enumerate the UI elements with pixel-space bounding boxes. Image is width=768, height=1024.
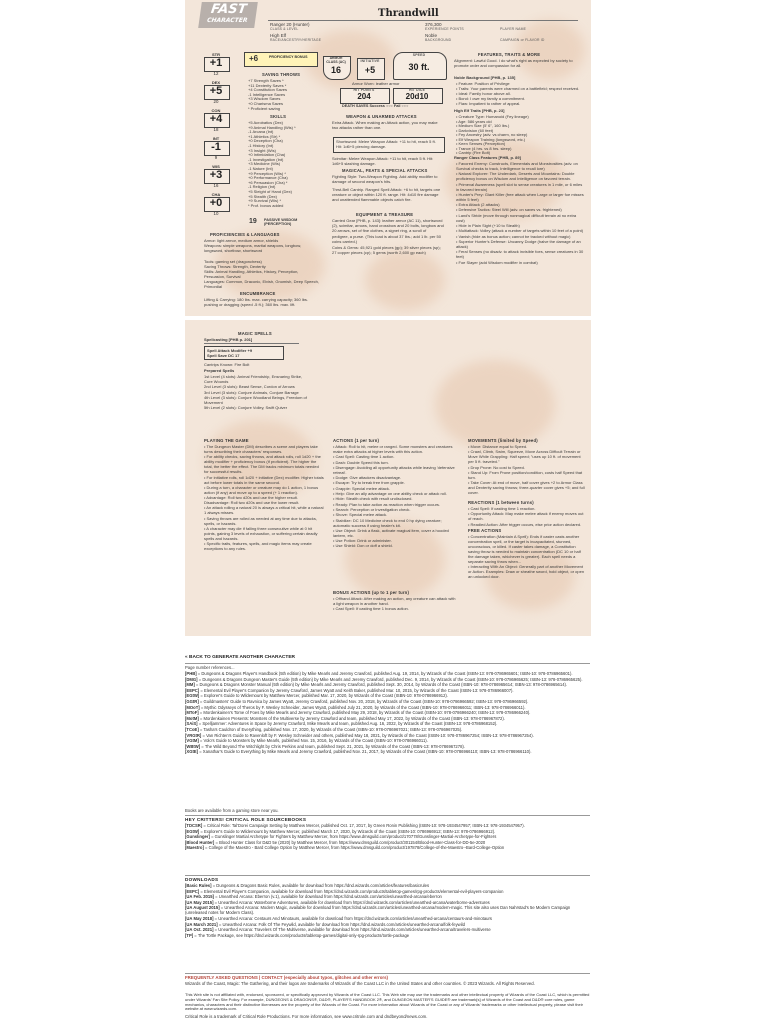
saving-throw-item: * Proficient saving xyxy=(248,105,281,111)
reference-item-text: = Van Richten's Guide to Ravenloft by F. Wesley Schneider and others, published May 18, 2021, by Wizards of the Coast (ISBN-10: 978-0786967254; ISBN-13: 978-0786967254). xyxy=(201,732,534,738)
reference-item xyxy=(185,738,590,743)
download-item-key: [UA August 2015] xyxy=(185,905,220,911)
character-name: Thrandwill xyxy=(378,8,439,19)
bonus-action-item-wrap xyxy=(333,596,457,612)
skill-item: * Prof. bonus added xyxy=(248,202,284,208)
saving-throw-item: +0 Charisma Saves xyxy=(248,101,284,106)
speed-label: SPEED xyxy=(412,53,426,57)
class-level: Ranger 20 (Hunter) xyxy=(270,22,310,27)
ability-abbr: WIS xyxy=(212,164,220,169)
weapons-title: WEAPON & UNARMED ATTACKS xyxy=(346,114,417,119)
ability-score: 9 xyxy=(214,155,218,160)
bonus-action-item: • Cast Spell: If casting time 1 bonus action. xyxy=(333,606,409,612)
download-item xyxy=(185,883,590,888)
critical-item-key: [Maestro] xyxy=(185,845,204,851)
ability-abbr: CON xyxy=(211,108,221,113)
reference-item xyxy=(185,716,590,721)
logo-word-character: CHARACTER xyxy=(206,17,248,24)
ability-abbr: DEX xyxy=(211,80,221,85)
reference-item xyxy=(185,682,590,687)
bonus-actions-title: BONUS ACTIONS (up to 1 per turn) xyxy=(333,590,410,595)
reference-item xyxy=(185,749,590,754)
player-name-label: PLAYER NAME xyxy=(500,27,527,31)
elf-trait-item: • Darkvision (60 feet) xyxy=(456,127,494,133)
reference-item xyxy=(185,721,590,726)
critical-item-key: [EGtW] xyxy=(185,828,200,834)
download-item xyxy=(185,894,590,899)
reference-item-key: [WBtW] xyxy=(185,743,201,749)
critical-item-wrap xyxy=(185,823,590,851)
reference-item-text: = Elemental Evil Player's Companion by Jeremy Crawford, James Wyatt and Keith Baker, published Mar. 10, 2015, by Wizards of the Coast (ISBN-13: 978-0786966007). xyxy=(199,687,514,693)
race: High Elf xyxy=(270,33,287,38)
reference-item-key: [MOoT] xyxy=(185,704,200,710)
spell-level-item: 4th Level (3 slots): Conjure Woodland Beings, Freedom of Movement xyxy=(204,394,307,405)
noble-feature-item: • Feature: Position of Privilege xyxy=(456,81,510,86)
skill-item: -1 Nature (Int) xyxy=(248,166,273,171)
reaction-item: • Cast Spell: If casting time 1 reaction. xyxy=(468,506,536,511)
spell-level-item: 2nd Level (3 slots): Beast Sense, Cordon of Arrows xyxy=(204,384,295,390)
encumbrance-text: Lifting & Carrying: 180 lbs. max. carrying capacity; 360 lbs. pushing or dragging (speed -5 ft.); 360 lbs. max. lift. xyxy=(204,297,309,308)
ability-modifier: +3 xyxy=(209,169,223,181)
ranger-feature-item: • Primeval Awareness (spell slot to sense creatures in 1 mile, or 6 miles in favored terrain) xyxy=(456,181,583,192)
shortsword-attack-box xyxy=(333,137,445,153)
reference-item xyxy=(185,699,590,704)
action-item: • Search: Perception or Investigation check. xyxy=(333,506,411,512)
download-item-key: [UA March 2021] xyxy=(185,921,218,927)
downloads-title: DOWNLOADS xyxy=(185,877,219,882)
playing-rule-item: • During a turn, a character or creature may do 1 action, 1 bonus action (if any) and move up to a speed (+ 1 reaction). xyxy=(204,484,319,495)
download-item-text: = Unearthed Arcana: Eberron (v.1), available for download from https://dnd.wizards.com/articles/unearthed-arcana/eberron xyxy=(213,894,442,900)
passive-perception-label: PASSIVE WISDOM (PERCEPTION) xyxy=(264,218,298,227)
download-item xyxy=(185,916,590,921)
critical-item-key: [Gunslinger] xyxy=(185,834,210,840)
ability-score: 10 xyxy=(213,211,219,216)
ranger-heading: Ranger Class Features [PHB, p. 89] xyxy=(454,155,521,160)
playing-rule-item: • The Dungeon Master (DM) describes a scene and players take turns describing their characters' responses. xyxy=(204,444,318,454)
equipment-title: EQUIPMENT & TREASURE xyxy=(356,212,414,217)
ranger-feature-item: • Foe Slayer (add Wisdom modifier in combat) xyxy=(456,259,538,265)
prepared-spells-heading: Prepared Spells xyxy=(204,368,235,373)
hit-points-label: HIT POINTS xyxy=(353,88,375,92)
ranger-feature-item: • Superior Hunter's Defense: Uncanny Dodge (halve the damage of an attack) xyxy=(456,238,581,249)
download-item-text: = Unearthed Arcana: Modern Magic, available for download from https://dnd.wizards.com/articles/unearthed-arcana/modern-magic. This site also uses Dan Nahrstad's 5e Modern Campaign (unreleased notes for Modern Class). xyxy=(185,905,571,916)
armor-class-value: 16 xyxy=(330,65,341,75)
reference-item-key: [MotM] xyxy=(185,715,199,721)
critical-item xyxy=(185,829,590,834)
death-saves: DEATH SAVES Success ○○○ Fail ○○○ xyxy=(342,104,409,108)
reference-item-key: [EGtW] xyxy=(185,693,200,699)
reference-item-key: [GGtR] xyxy=(185,698,199,704)
action-item: • Stabilize: DC 10 Medicine check to end 0 hp dying creature; automatic success if using healer's kit. xyxy=(333,517,442,528)
reference-item-text: = Guildmasters' Guide to Ravnica by James Wyatt, Jeremy Crawford, published Nov. 20, 2018, by Wizards of the Coast (ISBN-10: 978-0786966592; ISBN-13: 978-0786966592). xyxy=(198,698,529,704)
critical-item xyxy=(185,834,590,839)
playing-rule-item-wrap xyxy=(204,444,324,552)
noble-background-heading: Noble Background [PHB, p. 135] xyxy=(454,75,516,80)
hit-points-value: 204 xyxy=(357,92,371,101)
elf-trait-item: • Medium Size (5' 6", 160 lbs.) xyxy=(456,123,510,128)
saving-throw-item: +4 Constitution Saves xyxy=(248,87,288,93)
magic-spells-title: MAGIC SPELLS xyxy=(238,331,272,336)
skill-item: +9 Animal Handling (Wis) * xyxy=(248,124,296,130)
reference-item-key: [SAiS] xyxy=(185,721,198,727)
elf-trait-item: • Keen Senses (Perception) xyxy=(456,141,506,146)
skill-item: +0 Intimidation (Cha) xyxy=(248,152,286,158)
reaction-item: • Readied Action: After trigger occurs, else prior action declared. xyxy=(468,521,582,527)
skill-item: +3 Medicine (Wis) xyxy=(248,161,281,167)
faq-contact-link[interactable]: FREQUENTLY ASKED QUESTIONS | CONTACT (especially about typos, glitches and other errors) xyxy=(185,975,388,980)
download-item-key: [EEPC] xyxy=(185,888,200,894)
reference-item-text: = Dungeons & Dragons Player's Handbook (5th edition) by Mike Mearls and Jeremy Crawford, published Aug. 19, 2014, by Wizards of the Coast (ISBN-13: 978-0786965601; ISBN-10: 978-0786965601). xyxy=(196,671,573,676)
download-item xyxy=(185,900,590,905)
reference-item-text: = Tasha's Cauldron of Everything, published Nov. 17, 2020, by Wizards of the Coast (ISBN-10: 978-0786967021; ISBN-13: 978-0786967025). xyxy=(198,726,463,732)
reference-item-text: = Mythic Odysseys of Theros by F. Wesley Schneider, James Wyatt, published July 21, 2020, by Wizards of the Coast (ISBN-10: 978-0786966011; ISBN-13: 978-0786966011). xyxy=(199,704,526,710)
critical-item xyxy=(185,845,590,850)
skill-item: +0 Deception (Cha) xyxy=(248,138,283,144)
reference-item-text: = Dungeons & Dragons Monster Manual (5th edition) by Mike Mearls and Jeremy Crawford, published Sept. 30, 2014, by Wizards of the Coast (ISBN-10: 978-0786965614; ISBN-13: 978-0786965614). xyxy=(194,682,568,688)
playing-rule-item: • Specific traits, features, spells, and magic items may create exceptions to any rules. xyxy=(204,541,312,552)
critical-item-text: = Critical Role: Tal'Dorei Campaign Setting by Matthew Mercer, published Oct. 17, 2017, by Green Ronin Publishing (ISBN-10: 978-1934547957; ISBN-13: 978-1934547957). xyxy=(202,823,525,828)
experience-points: 376,300 xyxy=(425,22,442,27)
logo-word-fast: FAST xyxy=(209,2,248,17)
download-item-text: = Unearthed Arcana: Centaurs And Minotaurs, available for download from https://dnd.wizards.com/articles/unearthed-arcana/centaurs-and-minotaurs xyxy=(213,915,492,921)
spell-save-dc: Spell Save DC 17 xyxy=(207,353,240,358)
ranger-feature-item: • Defensive Tactics: Steel Will (adv. on saves vs. frightened) xyxy=(456,207,562,213)
back-to-generate-link[interactable]: « BACK TO GENERATE ANOTHER CHARACTER xyxy=(185,655,295,660)
critical-item-text: = Explorer's Guide to Wildemount by Matthew Mercer, published March 17, 2020, by Wizards of the Coast (ISBN-10: 0786966912; ISBN-13: 978-0786966912). xyxy=(199,828,496,834)
action-item: • Hide: Stealth check with result undisclosed. xyxy=(333,496,413,502)
reference-item-text: = Spelljammer: Adventures in Space by Jeremy Crawford, Mike Mearls and team, published Aug. 16, 2022, by Wizards of the Coast (ISBN-13: 978-0786968152). xyxy=(197,721,498,727)
action-item: • Use Object: Drink a flask, activate magical item, cover a hooded lantern, etc. xyxy=(333,527,449,538)
alignment: Alignment: Lawful Good. I do what's right as expected by society to promote order and compassion for all. xyxy=(454,58,573,69)
proficiencies-title: PROFICIENCIES & LANGUAGES xyxy=(210,232,280,237)
reference-item-key: [XGtE] xyxy=(185,749,199,755)
saving-throws-title: SAVING THROWS xyxy=(262,72,301,77)
download-item-key: [TP] xyxy=(185,932,194,938)
spell-level-item: 1st Level (4 slots): Animal Friendship, Ensnaring Strike, Cure Wounds xyxy=(204,374,303,384)
hit-dice-label: HIT DICE xyxy=(408,88,426,92)
reference-item-text: = Mordenkainen Presents: Monsters of the Multiverse by Jeremy Crawford and team, published May 17, 2022, by Wizards of the Coast (ISBN-13: 978-0786967872). xyxy=(198,715,505,721)
download-item-text: = Dungeons & Dragons Basic Rules, available for download from https://dnd.wizards.com/articles/features/basicrules xyxy=(211,883,430,888)
critical-role-title: HEY CRITTERS! CRITICAL ROLE SOURCEBOOKS xyxy=(185,817,307,822)
ranger-feature-item: • Feral Senses (no disadv. to attack invisible foes, sense creatures in 30 feet) xyxy=(456,249,584,260)
action-item-wrap xyxy=(333,444,457,549)
download-item-text: = Unearthed Arcana: Travelers Of The Multiverse, available for download from https://dnd.wizards.com/articles/unearthed-arcana/travelers-multiverse xyxy=(213,927,491,933)
reference-item xyxy=(185,710,590,715)
proficiency-bonus-value: +6 xyxy=(249,54,259,63)
spell-level-item-wrap xyxy=(204,374,308,410)
ability-modifier: +0 xyxy=(209,197,223,209)
reference-item-wrap xyxy=(185,671,590,755)
skill-item: +9 Survival (Wis) * xyxy=(248,198,282,204)
action-item: • Escape: Try to break free from grapple. xyxy=(333,480,405,486)
reference-item-key: [MM] xyxy=(185,682,195,688)
race-label: RACE/ANCESTRY/HERITAGE xyxy=(270,38,322,42)
noble-feature-item: • Flaw: Impatient to rather of appeal. xyxy=(456,101,521,106)
proficiencies-tools: Tools: gaming set (dragonchess) xyxy=(204,259,262,264)
fast-character-logo xyxy=(198,2,258,28)
action-item: • Dash: Double Speed this turn. xyxy=(333,459,389,465)
saving-throw-item: +3 Wisdom Saves xyxy=(248,96,281,102)
ability-abbr: CHA xyxy=(211,192,221,197)
background-label: BACKGROUND xyxy=(425,38,452,42)
reference-item-key: [MToF] xyxy=(185,710,199,716)
skill-item: -1 Religion (Int) xyxy=(248,184,276,190)
armor-worn: Armor Worn: leather armor xyxy=(352,81,400,86)
saving-throw-item: +11 Dexterity Saves * xyxy=(248,82,287,88)
critical-item-text: = Gunslinger Martial Archetype for Fighters by Matthew Mercer, from https://www.dmsguild.com/product/170778/Gunslinger-Martial-Archetype-for-Fighters xyxy=(209,834,497,840)
download-item-key: [UA Oct. 2021] xyxy=(185,927,214,933)
download-item xyxy=(185,927,590,932)
reference-item xyxy=(185,727,590,732)
download-item-text: = Elemental Evil Player's Companion, available for download from https://dnd.wizards.com/products/tabletop-games/rpg-products/elemental-evil-players-companion xyxy=(199,888,504,894)
reference-item-text: = Xanathar's Guide to Everything by Mike Mearls and Jeremy Crawford, published Nov. 21, 2017, by Wizards of the Coast (ISBN-10: 978-0786966110; ISBN-13: 978-0786966110). xyxy=(198,749,532,755)
ranger-feature-item: • Multiattack: Volley (attack a number of targets within 10 feet of a point) xyxy=(456,228,584,234)
action-item: • Use Potion: Drink or administer. xyxy=(333,538,392,544)
ability-modifier: +5 xyxy=(209,85,223,97)
ability-modifier: +4 xyxy=(209,113,223,125)
reaction-item-wrap xyxy=(468,506,586,527)
ranger-feature-item: • Vanish (hide as bonus action; cannot be tracked without magic) xyxy=(456,233,571,239)
ability-score: 12 xyxy=(213,71,219,76)
shortsword-attack: Shortsword: Melee Weapon Attack: +11 to hit, reach 5 ft. Hit: 1d6+5 piercing damage. xyxy=(336,139,436,150)
reference-item xyxy=(185,705,590,710)
download-item-text: = Unearthed Arcana: Waterborne Adventures, available for download from https://dnd.wizards.com/articles/unearthed-arcana/waterborne-adventures xyxy=(213,899,490,905)
critical-item-text: = Blood Hunter Class for D&D 5e (2020) by Matthew Mercer, from https://www.dmsguild.com/product/301154/Blood-Hunter-Class-for-DD-5e-2020 xyxy=(214,839,486,845)
free-action-item: • Concentration (Maintain A Spell): Ends if caster casts another concentration spell, or the target is incapacitated, stunned, unconscious, or killed. If caster takes damage, a Constitution saving throw is needed to maintain concentration (DC 10 or half the damage taken, whichever is greater). Each spell needs a separate saving throw when... xyxy=(468,534,581,564)
playing-the-game-title: PLAYING THE GAME xyxy=(204,438,249,443)
download-item-text: = Unearthed Arcana: Folk Of The Feywild, available for download from https://dnd.wizards.com/articles/unearthed-arcana/folk-feywild xyxy=(217,921,465,927)
movement-item: • Take Cover: At end of move, half cover gives +2 to Armor Class and Dexterity saving throws; three-quarter cover gives +5; and full cover. xyxy=(468,480,585,496)
bonus-action-item: • Offhand Attack: After making an action, any creature can attack with a light weapon in another hand. xyxy=(333,596,456,606)
reference-item xyxy=(185,693,590,698)
elf-trait-item: • Trance (4 hrs. vs 8 hrs. sleep) xyxy=(456,145,512,151)
proficiency-bonus-box xyxy=(244,52,318,67)
playing-rule-item: • For ability checks, saving throws, and attack rolls, roll 1d20 + the ability modifier + proficiency bonus (if proficient). The higher the total, the better the effect. The DM tracks minimum totals needed for successful results. xyxy=(204,454,321,475)
download-item-key: [UA May 2015] xyxy=(185,899,214,905)
scimitar-attack: Scimitar: Melee Weapon Attack: +11 to hit, reach 5 ft. Hit: 1d6+5 slashing damage. xyxy=(332,156,434,167)
proficiencies-armor: Armor: light armor, medium armor, shields xyxy=(204,238,279,243)
skill-item: +3 Insight (Wis) xyxy=(248,147,276,153)
reaction-item: • Opportunity Attack: May make melee attack if enemy moves out of reach. xyxy=(468,511,584,522)
background: Noble xyxy=(425,33,438,38)
carried-gear: Carried Gear [PHB, p. 143]: leather armor (AC 11), shortsword (2), scimitar, arrows, hand crossbow and 20 bolts, longbow and 20 arrows, set of fine clothes, a signet ring, a scroll of pedigree, a purse. (This load is about 37 lbs.; add 1 lb. per 50 coins carried.) xyxy=(332,218,444,244)
noble-feature-item: • Bond: I owe my family a commitment. xyxy=(456,96,525,101)
skill-item: -1 Arcana (Int) xyxy=(248,129,274,135)
download-item-key: [Basic Rules] xyxy=(185,883,212,888)
playing-rule-item: • An attack rolling a natural 20 is always a critical hit, while a natural 1 always misses. xyxy=(204,505,324,516)
critical-item-text: = College of the Maestro - Bard College Option by Matthew Mercer, from https://www.dmsguild.com/product/197878/College-of-the-Maestro--Bard-College-Option xyxy=(203,845,505,851)
critical-item xyxy=(185,823,590,828)
skill-item: +0 Performance (Cha) xyxy=(248,175,288,181)
passive-perception-value: 19 xyxy=(249,218,257,225)
free-action-item-wrap xyxy=(468,534,586,580)
features-title: FEATURES, TRAITS & MORE xyxy=(478,52,541,57)
reference-item-text: = The Wild Beyond The Witchlight by Chris Perkins and team, published Sept. 21, 2021, by Wizards of the Coast (ISBN-13: 978-0786967278). xyxy=(200,743,465,749)
reference-item-text: = Dungeons & Dragons Dungeon Master's Guide (5th edition) by Mike Mearls and Jeremy Crawford, published Dec. 9, 2014, by Wizards of the Coast (ISBN-10: 978-0786965625; ISBN-13: 978-0786965625). xyxy=(197,676,583,682)
ranger-feature-item: • Hunter's Prey: Giant Killer (free attack when Large or larger foe misses within 5 feet) xyxy=(456,191,584,202)
class-level-label: CLASS & LEVEL xyxy=(270,27,299,31)
download-item-key: [UA Feb. 2015] xyxy=(185,894,214,900)
elf-trait-item: • Elf Weapon Training (longsword, etc.) xyxy=(456,136,526,142)
action-item: • Disengage: Avoiding all opportunity attacks while leaving 'defensive retreat'. xyxy=(333,464,455,475)
ability-abbr: STR xyxy=(212,52,220,57)
critical-item-key: [Blood Hunter] xyxy=(185,839,215,845)
action-item: • Help: Give an ally advantage on one ability check or attack roll. xyxy=(333,491,447,497)
cantrips-known: Cantrips Known: Fire Bolt xyxy=(204,362,250,367)
playing-rule-item: • Saving throws are rolled as needed at any time due to attacks, spells, or hazards. xyxy=(204,515,318,526)
skill-item: +9 Perception (Wis) * xyxy=(248,170,286,176)
ranger-feature-item: • Natural Explorer: The Underdark, Deserts and Mountains: Double proficiency bonus on Wisdom and Intelligence on favored terrain. xyxy=(456,171,575,182)
spell-level-item: 3rd Level (3 slots): Conjure Animals, Conjure Barrage xyxy=(204,389,299,395)
campaign-label: CAMPAIGN or FLAVOR ID xyxy=(500,38,545,42)
ability-abbr: INT xyxy=(212,136,220,141)
skills-title: SKILLS xyxy=(270,114,287,119)
proficiency-bonus-label: PROFICIENCY BONUS xyxy=(269,55,308,59)
initiative-value: +5 xyxy=(364,65,376,75)
speed-value: 30 ft. xyxy=(408,62,430,72)
skill-item: +5 Stealth (Dex) xyxy=(248,193,278,199)
reference-item-key: [DMG] xyxy=(185,676,198,682)
reference-item xyxy=(185,733,590,738)
reference-item-text: = Explorer's Guide to Wildemount by Matthew Mercer, published Mar. 17, 2020, by Wizards of the Coast (ISBN-10: 978-0786966912). xyxy=(199,693,448,699)
reference-item-key: [EEPC] xyxy=(185,687,200,693)
noble-feature-item: • Ideal: Family honor above all. xyxy=(456,91,511,96)
playing-rule-item: • For initiative rolls, roll 1d20 + initiative (Dex) modifier. Higher totals act before lower totals in the same second. xyxy=(204,474,324,485)
actions-title: ACTIONS (1 per turn) xyxy=(333,438,380,443)
download-item-text: = The Tortle Package, see https://dnd.wizards.com/products/tabletop-games/digital-only-rpg-products/tortle-package xyxy=(193,932,410,938)
critical-item xyxy=(185,840,590,845)
ranger-feature-item: • Favored Enemy: Constructs, Elementals and Monstrosities (adv. on Survival checks to track, Intelligence to recall lore) xyxy=(456,161,578,171)
skill-item: +6 Persuasion (Cha) * xyxy=(248,179,288,185)
ability-modifier: +1 xyxy=(209,57,223,69)
ability-score: 16 xyxy=(213,183,219,188)
saving-throw-item: +7 Strength Saves * xyxy=(248,78,284,83)
download-item xyxy=(185,905,590,915)
ranger-feature-item: • Hide in Plain Sight (+10 to Stealth) xyxy=(456,223,520,229)
reference-item xyxy=(185,688,590,693)
elf-trait-item: • Fey Ancestry (adv. vs charm, no sleep) xyxy=(456,132,528,137)
proficiencies-saving-throws: Saving Throws: Strength, Dexterity xyxy=(204,264,266,269)
movement-item: • Move: Distance equal to Speed. xyxy=(468,444,528,449)
skill-item: -1 Investigation (Int) xyxy=(248,156,284,162)
movement-item-wrap xyxy=(468,444,586,495)
proficiencies-languages: Languages: Common, Draconic, Elvish, Gnomish, Deep Speech, Primordial xyxy=(204,279,319,290)
skill-item: +5 Acrobatics (Dex) xyxy=(248,120,284,125)
reactions-title: REACTIONS (1 between turns) xyxy=(468,500,534,505)
ability-score: 18 xyxy=(213,127,219,132)
download-item xyxy=(185,922,590,927)
encumbrance-title: ENCUMBRANCE xyxy=(240,291,276,296)
xp-label: EXPERIENCE POINTS xyxy=(425,27,464,31)
elf-trait-item: • Cantrip (Fire Bolt) xyxy=(456,150,491,155)
playing-rule-item: • A character may die if falling three consecutive while at 0 hit points, gaining 3 levels of exhaustion, or suffering certain deadly spells and hazards. xyxy=(204,526,318,542)
reference-item-key: [TCoE] xyxy=(185,726,199,732)
fire-bolt-attack: Thrst-Bell Cantrip. Ranged Spell Attack: +6 to hit, targets one creature or object within 120 ft. range. Hit: 4d10 fire damage and unattended flammable objects catch fire. xyxy=(332,187,441,203)
action-item: • Shove: Special melee attack. xyxy=(333,512,388,518)
ranger-feature-item-wrap xyxy=(456,161,584,265)
ability-score: 20 xyxy=(213,99,219,104)
playing-rule-item: • Advantage: Roll two d20s and use the higher result. Disadvantage: Roll two d20s and use the lower result. xyxy=(204,495,300,506)
legal-disclaimer: This Web site is not affiliated with, endorsed, sponsored, or specifically approved by Wizards of the Coast LLC. This Web site may use the trademarks and other intellectual property of Wizards of the Coast LLC, which is permitted under Wizards' Fan Site Policy. For example, DUNGEONS & DRAGONS®, D&D®, PLAYER'S HANDBOOK 2®, and DUNGEON MASTER'S GUIDE® are trademark[s] of Wizards of the Coast and D&D® core rules, game mechanics, characters and their distinctive likenesses are the property of the Wizards of the Coast. For more information about Wizards of the Coast or any of Wizards' trademarks or other intellectual property, please visit their website at www.wizards.com. xyxy=(185,992,590,1012)
action-item: • Grapple: Special melee attack. xyxy=(333,485,390,491)
proficiencies-weapons: Weapons: simple weapons, martial weapons, longbow, longsword, shortbow, shortsword xyxy=(204,243,302,254)
action-item: • Dodge: Give attackers disadvantage. xyxy=(333,475,402,481)
reference-item xyxy=(185,744,590,749)
noble-feature-item: • Traits: Your parents were charmed on a battlefield; respect received. xyxy=(456,86,580,91)
action-item: • Use Shield: Don or doff a shield. xyxy=(333,543,393,549)
fighting-style: Fighting Style: Two-Weapon Fighting. Add ability modifier to damage of second weapon's hits. xyxy=(332,174,438,185)
skill-item: -1 History (Int) xyxy=(248,143,274,148)
movement-item: • Stand Up: From Prone position/condition, costs half Speed that turn. xyxy=(468,469,583,480)
action-item: • Ready: Plan to take action as reaction when trigger occurs. xyxy=(333,501,441,507)
free-actions-title: FREE ACTIONS xyxy=(468,528,502,533)
ranger-feature-item: • Extra Attack (2 attacks) xyxy=(456,202,500,208)
high-elf-heading: High Elf Traits [PHB, p. 23] xyxy=(454,108,505,113)
page-references-label: Page number references... xyxy=(185,665,235,670)
reference-item xyxy=(185,677,590,682)
download-item-key: [UA May 2018] xyxy=(185,915,214,921)
movement-item: • Crawl, Climb, Swim, Squeeze, Move Across Difficult Terrain or Move While Grappling: Half speed; "uses up 10 ft. of movement per 5 ft. traveled." xyxy=(468,449,581,465)
armor-class-label: ARMOR CLASS (AC) xyxy=(326,56,346,64)
elf-trait-item: • Age: 586 years old xyxy=(456,118,492,124)
books-availability-note: Books are available from a gaming store near you. xyxy=(185,808,279,813)
movement-item: • Drop Prone: No cost to Speed. xyxy=(468,464,525,470)
reference-item xyxy=(185,671,590,676)
reference-item-text: = Mordenkainen's Tome of Foes by Mike Mearls and Jeremy Crawford, published May 29, 2018, by Wizards of the Coast (ISBN-10: 978-0786966240; ISBN-13: 978-0786966240). xyxy=(198,710,531,716)
critical-item-key: [TDCSR] xyxy=(185,823,203,828)
legal-trademark: Wizards of the Coast, Magic: The Gathering, and their logos are trademarks of Wizards of the Coast LLC in the United States and other countries. © 2023 Wizards. All Rights Reserved. xyxy=(185,981,535,986)
elf-trait-item: • Creature Type: Humanoid (Fey lineage) xyxy=(456,114,529,119)
spell-level-item: 5th Level (2 slots): Conjure Volley, Swift Quiver xyxy=(204,405,288,411)
action-item: • Attack: Roll to hit, melee or ranged. Some monsters and creatures make extra attacks at higher levels with this action. xyxy=(333,444,453,454)
hit-dice-value: 20d10 xyxy=(405,92,429,101)
initiative-label: INITIATIVE xyxy=(360,59,380,63)
saving-throw-item: -1 Intelligence Saves xyxy=(248,91,286,97)
reference-item-key: [VRGtR] xyxy=(185,732,202,738)
skill-item: +1 Athletics (Str) * xyxy=(248,133,281,139)
action-item: • Cast Spell: Casting time 1 action. xyxy=(333,454,395,460)
feats-title: MAGICAL, FEATS & SPECIAL ATTACKS xyxy=(342,168,428,173)
proficiencies-skills: Skills: Animal Handling, Athletics, History, Perception, Persuasion, Survival xyxy=(204,269,299,280)
ability-modifier: -1 xyxy=(211,141,221,153)
skill-item: +5 Sleight of Hand (Dex) xyxy=(248,189,292,194)
reference-item-key: [PHB] xyxy=(185,671,197,676)
download-item xyxy=(185,933,590,938)
movements-title: MOVEMENTS (limited by Speed) xyxy=(468,438,538,443)
free-action-item: • Interacting With An Object: Generally part of another Movement or Action. Examples: Draw or sheathe sword, hold object, or open an unlocked door. xyxy=(468,564,585,580)
download-item xyxy=(185,889,590,894)
legal-critical-role: Critical Role is a trademark of Critical Role Productions. For more information, see www.critrole.com and dndbeyond/news.com. xyxy=(185,1014,428,1019)
reference-item-text: = Volo's Guide to Monsters by Mike Mearls, published Nov. 15, 2016, by Wizards of the Coast (ISBN-10: 978-0786966011). xyxy=(198,738,428,744)
ranger-feature-item: • Land's Stride (move through nonmagical difficult terrain at no extra cost) xyxy=(456,212,577,223)
spell-stats-box xyxy=(204,346,284,360)
extra-attack: Extra Attack. When making an Attack action, you may make two attacks rather than one. xyxy=(332,120,438,131)
download-item-wrap xyxy=(185,883,590,938)
reference-item-key: [VGtM] xyxy=(185,738,199,744)
spellcasting-heading: Spellcasting [PHB p. 201] xyxy=(204,337,253,342)
spell-attack-modifier: Spell Attack Modifier +9 xyxy=(207,348,253,353)
coins-gems: Coins & Gems: 45,921 gold pieces (gp); 39 silver pieces (sp); 27 copper pieces (cp); 5 gems (worth 2,600 gp each) xyxy=(332,245,441,256)
